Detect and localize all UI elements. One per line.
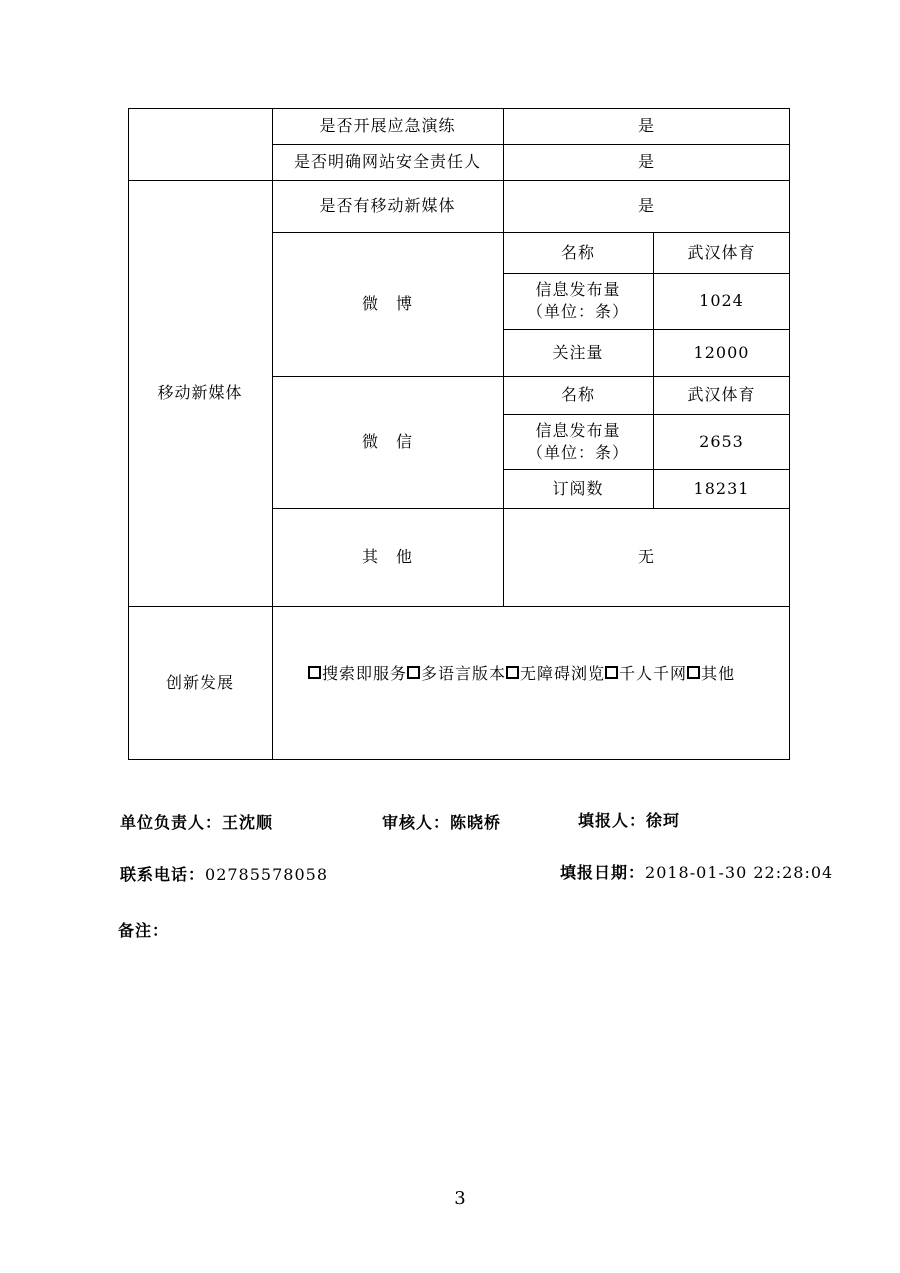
innovation-options xyxy=(308,660,788,684)
other-value: 无 xyxy=(637,547,655,566)
reviewer-label: 审核人： xyxy=(382,813,451,832)
weibo-posts-label-line1: 信息发布量 xyxy=(535,280,621,299)
unit-head-value: 王沈顺 xyxy=(222,813,274,832)
wechat-subscribers-value: 18231 xyxy=(693,478,750,498)
innovation-option[interactable]: 千人千网 xyxy=(605,661,687,684)
filler-value: 徐珂 xyxy=(646,811,681,830)
wechat-posts-label-line1: 信息发布量 xyxy=(535,420,621,440)
drill-answer: 是 xyxy=(637,116,655,135)
fill-date-label: 填报日期： xyxy=(560,863,646,882)
security-owner-question: 是否明确网站安全责任人 xyxy=(293,152,481,171)
filler xyxy=(578,808,680,831)
weibo-followers-value: 12000 xyxy=(693,342,750,362)
weibo-posts-label-line2: （单位：条） xyxy=(526,302,629,321)
wechat-name-value: 武汉体育 xyxy=(687,385,756,404)
wechat-posts-label xyxy=(503,414,653,469)
weibo-posts-value: 1024 xyxy=(699,291,744,310)
checkbox-icon[interactable] xyxy=(687,666,700,679)
innovation-option[interactable]: 搜索即服务 xyxy=(308,661,407,684)
drill-question: 是否开展应急演练 xyxy=(319,116,456,135)
wechat-posts-value: 2653 xyxy=(699,431,744,451)
remark-label: 备注： xyxy=(118,921,170,940)
security-owner-answer: 是 xyxy=(637,152,655,171)
mobile-media-answer: 是 xyxy=(637,196,655,215)
wechat-posts-label-line2: （单位：条） xyxy=(526,442,629,462)
wechat-label: 微 信 xyxy=(361,432,413,451)
innovation-option[interactable]: 无障碍浏览 xyxy=(506,661,605,684)
checkbox-icon[interactable] xyxy=(407,666,420,679)
weibo-posts-label xyxy=(503,273,653,329)
innovation-label: 创新发展 xyxy=(165,673,234,692)
wechat-name-label: 名称 xyxy=(560,385,595,404)
phone xyxy=(120,862,328,885)
weibo-name-value: 武汉体育 xyxy=(687,242,756,262)
other-label: 其 他 xyxy=(361,547,413,566)
fill-date xyxy=(560,860,833,883)
filler-label: 填报人： xyxy=(578,811,647,830)
unit-head xyxy=(120,810,273,833)
weibo-followers-label: 关注量 xyxy=(552,342,604,362)
fill-date-value: 2018-01-30 22:28:04 xyxy=(645,863,834,882)
checkbox-icon[interactable] xyxy=(506,666,519,679)
checkbox-icon[interactable] xyxy=(308,666,321,679)
phone-value: 02785578058 xyxy=(205,865,328,884)
reviewer-value: 陈晓桥 xyxy=(450,813,502,832)
weibo-label: 微 博 xyxy=(361,294,413,313)
remark xyxy=(118,918,169,941)
page-number: 3 xyxy=(454,1188,466,1209)
unit-head-label: 单位负责人： xyxy=(120,813,223,832)
mobile-media-question: 是否有移动新媒体 xyxy=(319,196,456,215)
innovation-option[interactable]: 其他 xyxy=(687,661,735,684)
checkbox-icon[interactable] xyxy=(605,666,618,679)
phone-label: 联系电话： xyxy=(120,865,206,884)
innovation-option[interactable]: 多语言版本 xyxy=(407,661,506,684)
reviewer xyxy=(382,810,501,833)
weibo-name-label: 名称 xyxy=(560,242,595,262)
wechat-subscribers-label: 订阅数 xyxy=(552,478,604,498)
mobile-media-section-label: 移动新媒体 xyxy=(157,383,243,402)
